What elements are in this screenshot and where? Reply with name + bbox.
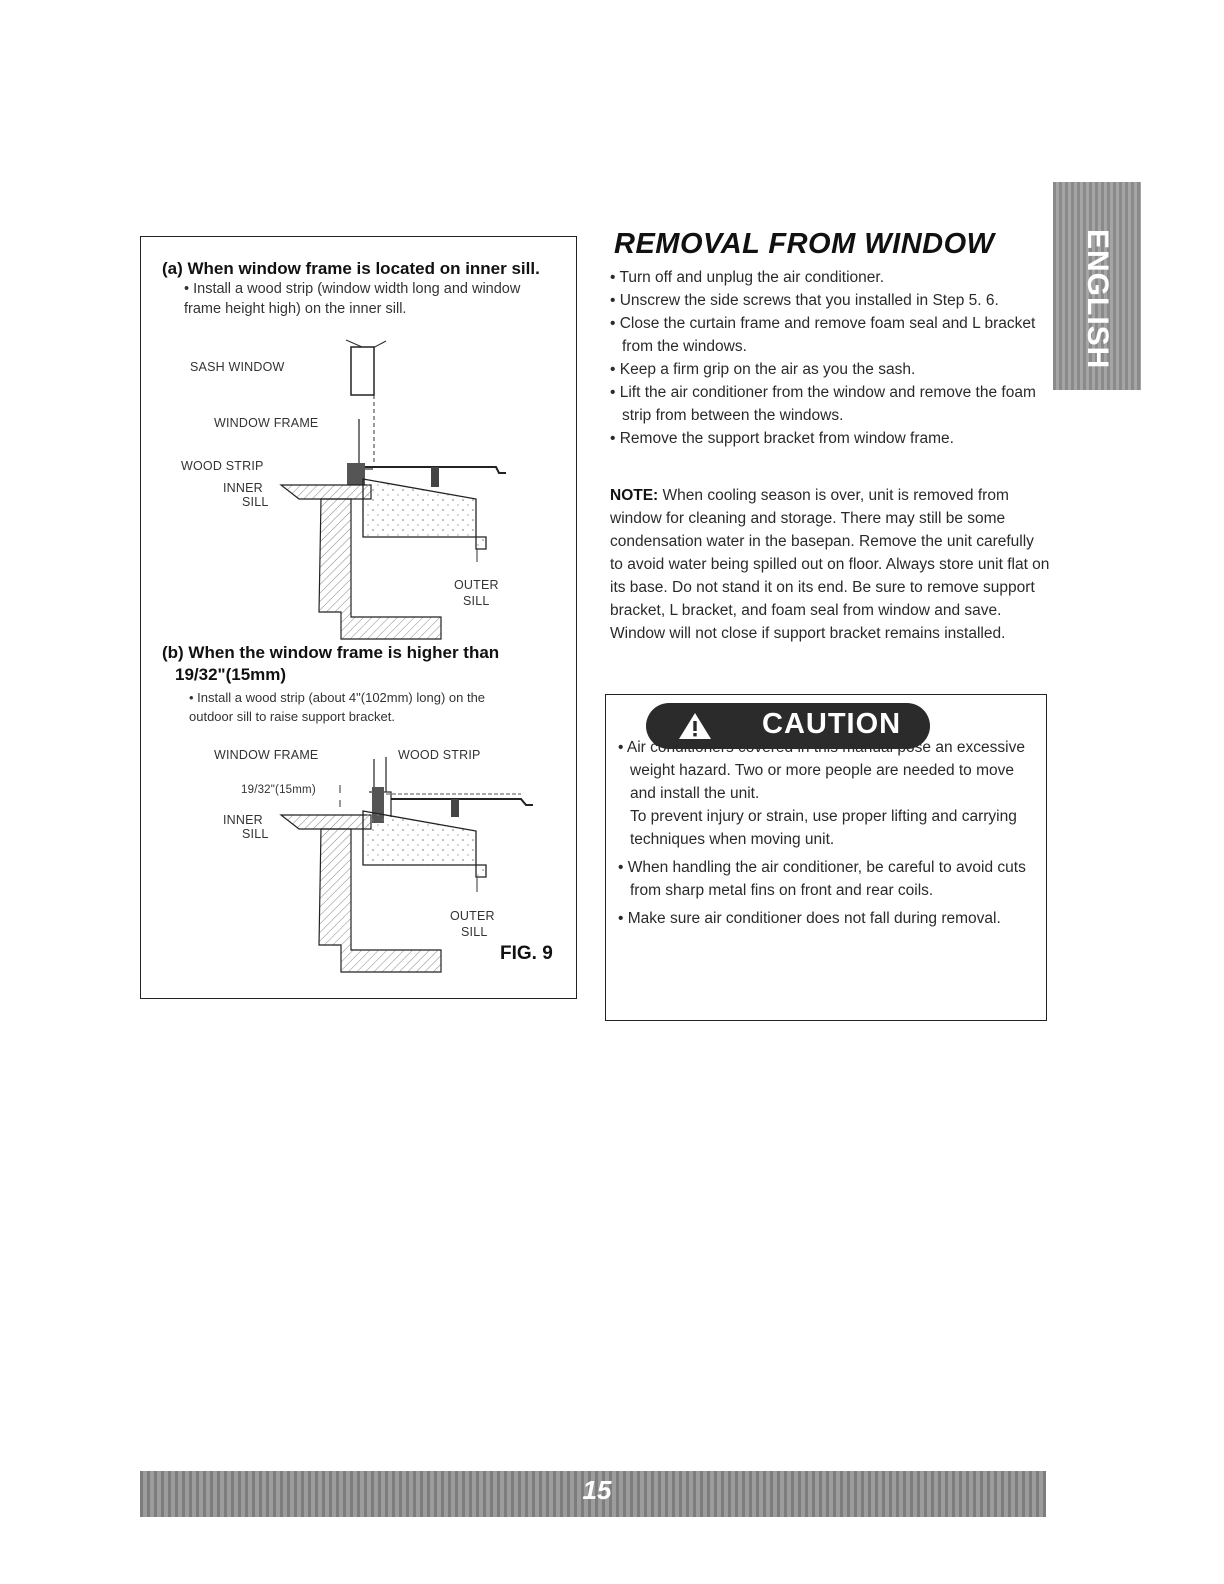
figure-label: FIG. 9 (500, 943, 553, 964)
label-window-frame-b: WINDOW FRAME (214, 748, 319, 762)
sash-window-shape (351, 347, 374, 395)
label-inner-sill-b: SILL (242, 827, 269, 841)
caution-item: • Air conditioners covered in this manual pose an excessive weight hazard. Two or more people are needed to move and install the unit. To prevent injury or strain, use proper lifting and carrying techniques when moving unit. (618, 736, 1038, 851)
section-title: REMOVAL FROM WINDOW (614, 228, 995, 260)
inner-sill-b (281, 815, 371, 829)
outer-sill-a (363, 479, 486, 549)
section-b-body: • Install a wood strip (about 4"(102mm) long) on the outdoor sill to raise support bracket. (189, 690, 486, 724)
wood-strip-a (347, 463, 365, 485)
caution-list (618, 736, 1038, 935)
removal-step: • Close the curtain frame and remove foam seal and L bracket from the windows. (610, 312, 1050, 358)
figure-box (140, 236, 577, 999)
section-a-heading: (a) When window frame is located on inner sill. (162, 259, 540, 278)
note-label: NOTE: (610, 487, 659, 504)
language-tab-label: ENGLISH (1081, 229, 1114, 370)
label-inner-sill-a: SILL (242, 495, 269, 509)
inner-sill-a (281, 485, 371, 499)
caution-item: • When handling the air conditioner, be careful to avoid cuts from sharp metal fins on front and rear coils. (618, 856, 1038, 902)
label-outer-b: OUTER (450, 909, 495, 923)
removal-steps-list (610, 266, 1050, 450)
diagram-a (141, 237, 575, 997)
section-a-body: • Install a wood strip (window width long and window frame height high) on the inner sill. (184, 281, 521, 317)
label-wood-strip-b: WOOD STRIP (398, 748, 481, 762)
label-sash-window: SASH WINDOW (190, 360, 285, 374)
outer-sill-b (363, 811, 486, 877)
removal-step: • Turn off and unplug the air conditioner. (610, 266, 1050, 289)
removal-step: • Keep a firm grip on the air as you the sash. (610, 358, 1050, 381)
label-outer-a: OUTER (454, 578, 499, 592)
label-outer-sill-a: SILL (463, 594, 490, 608)
caution-label: CAUTION (762, 708, 902, 740)
label-inner-a: INNER (223, 481, 263, 495)
section-b-heading-line2: 19/32"(15mm) (175, 665, 287, 684)
note-text: When cooling season is over, unit is removed from window for cleaning and storage. There may still be some condensation water in the basepan. Remove the unit carefully to avoid water being spilled out on floor. Always store unit flat on its base. Do not stand it on its end. Be sure to remove support bracket, L bracket, and foam seal from window and save. Window will not close if support bracket remains installed. (610, 487, 1050, 642)
page-number: 15 (582, 1475, 612, 1505)
label-inner-b: INNER (223, 813, 263, 827)
label-window-frame-a: WINDOW FRAME (214, 416, 319, 430)
note-paragraph (610, 484, 1050, 645)
removal-step: • Lift the air conditioner from the window and remove the foam strip from between the windows. (610, 381, 1050, 427)
bracket-bolt (431, 467, 439, 487)
label-measure-b: 19/32"(15mm) (241, 784, 316, 796)
label-wood-strip-a: WOOD STRIP (181, 459, 264, 473)
label-outer-sill-b: SILL (461, 925, 488, 939)
caution-item: • Make sure air conditioner does not fall during removal. (618, 907, 1038, 930)
removal-step: • Unscrew the side screws that you installed in Step 5. 6. (610, 289, 1050, 312)
section-b-heading-line1: (b) When the window frame is higher than (162, 643, 500, 662)
removal-step: • Remove the support bracket from window frame. (610, 427, 1050, 450)
